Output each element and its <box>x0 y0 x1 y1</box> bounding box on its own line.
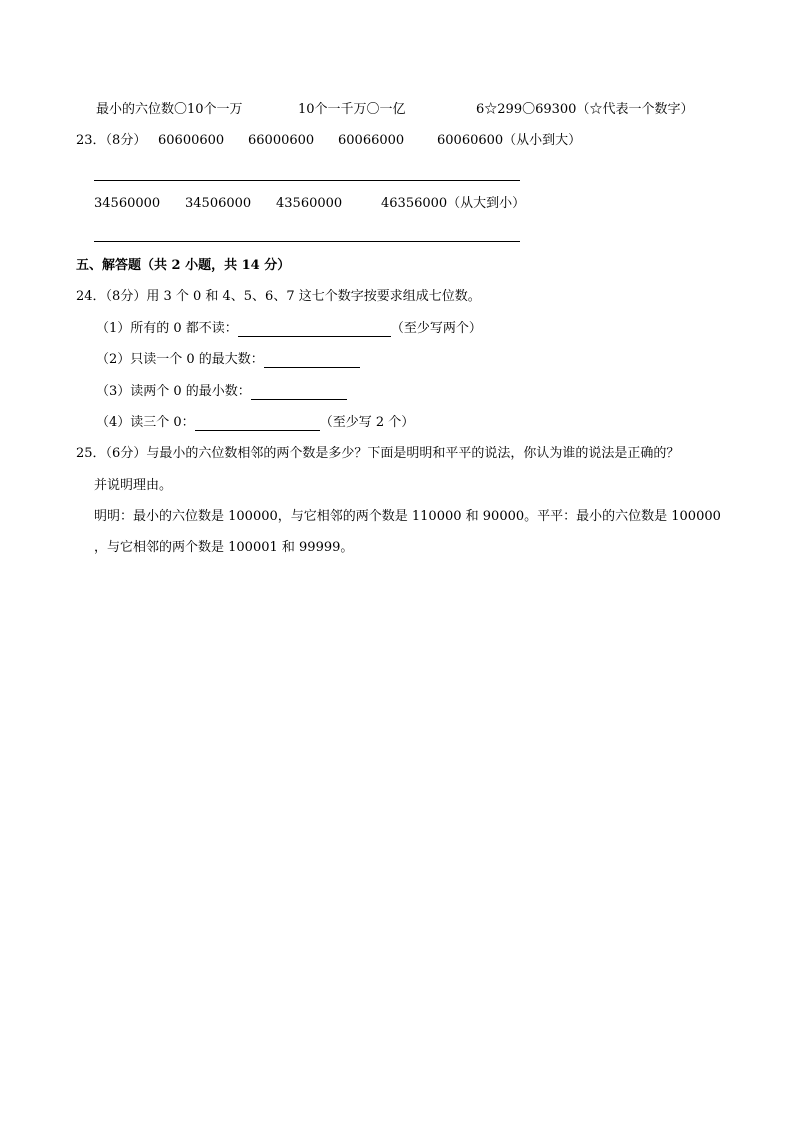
q24-part-2-label: （2）只读一个 0 的最大数： <box>96 352 264 367</box>
q23-answer-line-1[interactable] <box>94 180 520 181</box>
answer-blank[interactable] <box>251 385 347 400</box>
q23-row1-number: 60600600 <box>158 133 225 148</box>
answer-blank[interactable] <box>264 353 360 368</box>
q23-row1-number: 60060600（从小到大） <box>437 133 582 148</box>
q24-part-2 <box>96 352 360 368</box>
q25-body-line-2: ，与它相邻的两个数是 100001 和 99999。 <box>94 540 354 555</box>
q23-row1-number: 66000600 <box>248 133 315 148</box>
answer-blank[interactable] <box>195 416 320 431</box>
q22-item-2: 10个一千万〇一亿 <box>298 102 406 117</box>
q24-part-1-label: （1）所有的 0 都不读： <box>96 321 238 336</box>
answer-blank[interactable] <box>238 322 391 337</box>
q24-part-1 <box>96 321 482 337</box>
q23-row2-number: 34560000 <box>94 196 161 211</box>
q23-answer-line-2[interactable] <box>94 241 520 242</box>
q23-row1-number: 60066000 <box>338 133 405 148</box>
q24-part-4-label: （4）读三个 0： <box>96 415 195 430</box>
q23-prefix: 23．（8分） <box>76 133 147 148</box>
q22-item-1: 最小的六位数〇10个一万 <box>96 102 243 117</box>
q24-stem: 24．（8分）用 3 个 0 和 4、5、6、7 这七个数字按要求组成七位数。 <box>76 289 481 304</box>
q23-row2-number: 34506000 <box>185 196 252 211</box>
q24-part-1-suffix: （至少写两个） <box>390 321 482 336</box>
q23-row2-number: 46356000（从大到小） <box>381 196 526 211</box>
section-heading: 五、解答题（共 2 小题，共 14 分） <box>76 258 291 273</box>
q24-part-4-suffix: （至少写 2 个） <box>319 415 415 430</box>
q24-part-3-label: （3）读两个 0 的最小数： <box>96 384 251 399</box>
q23-row2-number: 43560000 <box>276 196 343 211</box>
q25-body-line-1: 明明：最小的六位数是 100000，与它相邻的两个数是 110000 和 90000。平平：最小的六位数是 100000 <box>94 509 721 524</box>
q25-stem: 25．（6分）与最小的六位数相邻的两个数是多少？下面是明明和平平的说法，你认为谁的说法是正确的？ <box>76 446 680 461</box>
q24-part-4 <box>96 415 414 431</box>
q22-item-3: 6☆299〇69300（☆代表一个数字） <box>476 102 694 117</box>
q24-part-3 <box>96 384 347 400</box>
q25-stem-continued: 并说明理由。 <box>94 478 173 493</box>
